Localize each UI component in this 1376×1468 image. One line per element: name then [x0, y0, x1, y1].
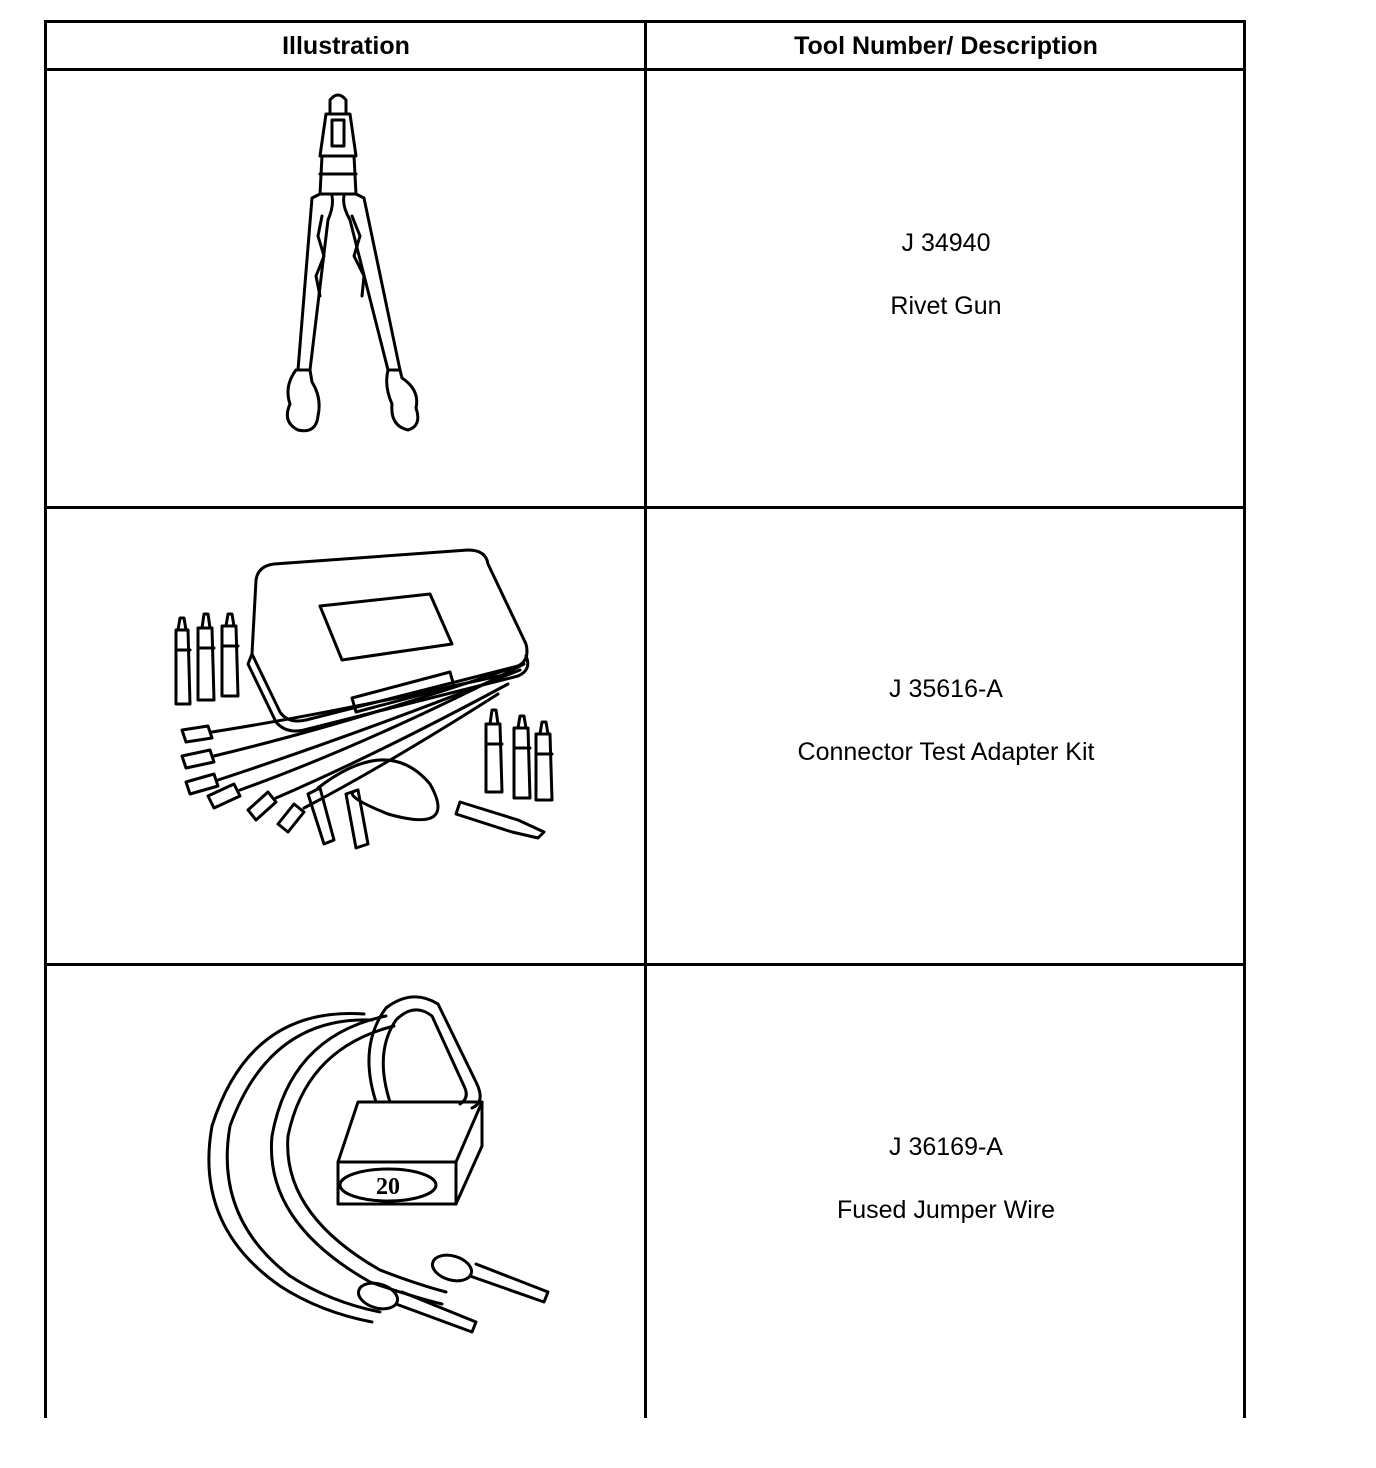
tool-number: J 36169-A: [889, 1133, 1003, 1161]
table-left-border: [44, 20, 47, 1418]
tool-description-cell: [648, 672, 1244, 769]
tool-description: Connector Test Adapter Kit: [797, 738, 1095, 766]
tool-description-column-header: Tool Number/ Description: [794, 31, 1098, 60]
fuse-rating-label: 20: [376, 1174, 400, 1200]
fused-jumper-wire-icon: [190, 986, 550, 1342]
connector-test-adapter-kit-icon: [168, 544, 558, 868]
illustration-column-header: Illustration: [282, 31, 410, 60]
tool-description-cell: [648, 226, 1244, 323]
tool-number: J 35616-A: [889, 675, 1003, 703]
tool-description: Rivet Gun: [890, 292, 1002, 320]
rivet-gun-icon: [270, 86, 430, 442]
tool-number: J 34940: [901, 229, 991, 257]
tool-description-cell: [648, 1130, 1244, 1227]
tool-description: Fused Jumper Wire: [836, 1196, 1056, 1224]
column-divider: [644, 20, 647, 1418]
